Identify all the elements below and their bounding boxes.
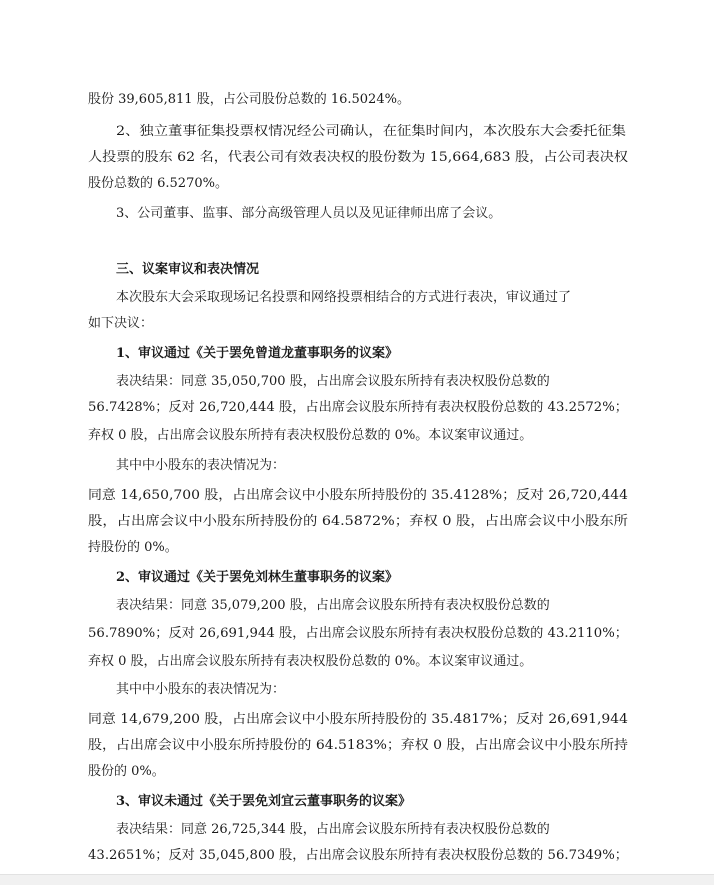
paragraph-line: 56.7890%；反对 26,691,944 股，占出席会议股东所持有表决权股份总数的 43.2110%； xyxy=(88,626,628,641)
paragraph-line: 表决结果：同意 35,050,700 股，占出席会议股东所持有表决权股份总数的 xyxy=(116,374,550,389)
paragraph-line: 股，占出席会议中小股东所持股份的 64.5183%；弃权 0 股，占出席会议中小股东所持 xyxy=(88,738,628,753)
paragraph-line: 表决结果：同意 26,725,344 股，占出席会议股东所持有表决权股份总数的 xyxy=(116,822,550,837)
paragraph-line: 2、独立董事征集投票权情况经公司确认，在征集时间内，本次股东大会委托征集 xyxy=(116,124,626,139)
paragraph-line: 其中中小股东的表决情况为： xyxy=(116,458,286,473)
paragraph-line: 如下决议： xyxy=(88,316,154,331)
paragraph-line: 股，占出席会议中小股东所持股份的 64.5872%；弃权 0 股，占出席会议中小股东所 xyxy=(88,514,628,529)
section-heading: 三、议案审议和表决情况 xyxy=(116,262,260,277)
paragraph-line: 股份总数的 6.5270%。 xyxy=(88,176,228,191)
paragraph-line: 股份 39,605,811 股，占公司股份总数的 16.5024%。 xyxy=(88,92,410,107)
paragraph-line: 同意 14,650,700 股，占出席会议中小股东所持股份的 35.4128%；反对 26,720,444 xyxy=(88,488,628,503)
paragraph-line: 股份的 0%。 xyxy=(88,764,165,779)
paragraph-line: 56.7428%；反对 26,720,444 股，占出席会议股东所持有表决权股份总数的 43.2572%； xyxy=(88,400,628,415)
motion-heading: 3、审议未通过《关于罢免刘宜云董事职务的议案》 xyxy=(116,794,412,809)
paragraph-line: 表决结果：同意 35,079,200 股，占出席会议股东所持有表决权股份总数的 xyxy=(116,598,550,613)
paragraph-line: 持股份的 0%。 xyxy=(88,540,178,555)
paragraph-line: 43.2651%；反对 35,045,800 股，占出席会议股东所持有表决权股份总数的 56.7349%； xyxy=(88,848,628,863)
motion-heading: 1、审议通过《关于罢免曾道龙董事职务的议案》 xyxy=(116,346,399,361)
paragraph-line: 其中中小股东的表决情况为： xyxy=(116,682,286,697)
paragraph-line: 人投票的股东 62 名，代表公司有效表决权的股份数为 15,664,683 股，占公司表决权 xyxy=(88,150,628,165)
motion-heading: 2、审议通过《关于罢免刘林生董事职务的议案》 xyxy=(116,570,399,585)
paragraph-line: 弃权 0 股，占出席会议股东所持有表决权股份总数的 0%。本议案审议通过。 xyxy=(88,428,533,443)
paragraph-line: 同意 14,679,200 股，占出席会议中小股东所持股份的 35.4817%；反对 26,691,944 xyxy=(88,712,628,727)
viewer-bottom-bar xyxy=(0,874,714,885)
paragraph-line: 本次股东大会采取现场记名投票和网络投票相结合的方式进行表决，审议通过了 xyxy=(116,290,572,305)
paragraph-line: 3、公司董事、监事、部分高级管理人员以及见证律师出席了会议。 xyxy=(116,206,502,221)
paragraph-line: 弃权 0 股，占出席会议股东所持有表决权股份总数的 0%。本议案审议通过。 xyxy=(88,654,533,669)
